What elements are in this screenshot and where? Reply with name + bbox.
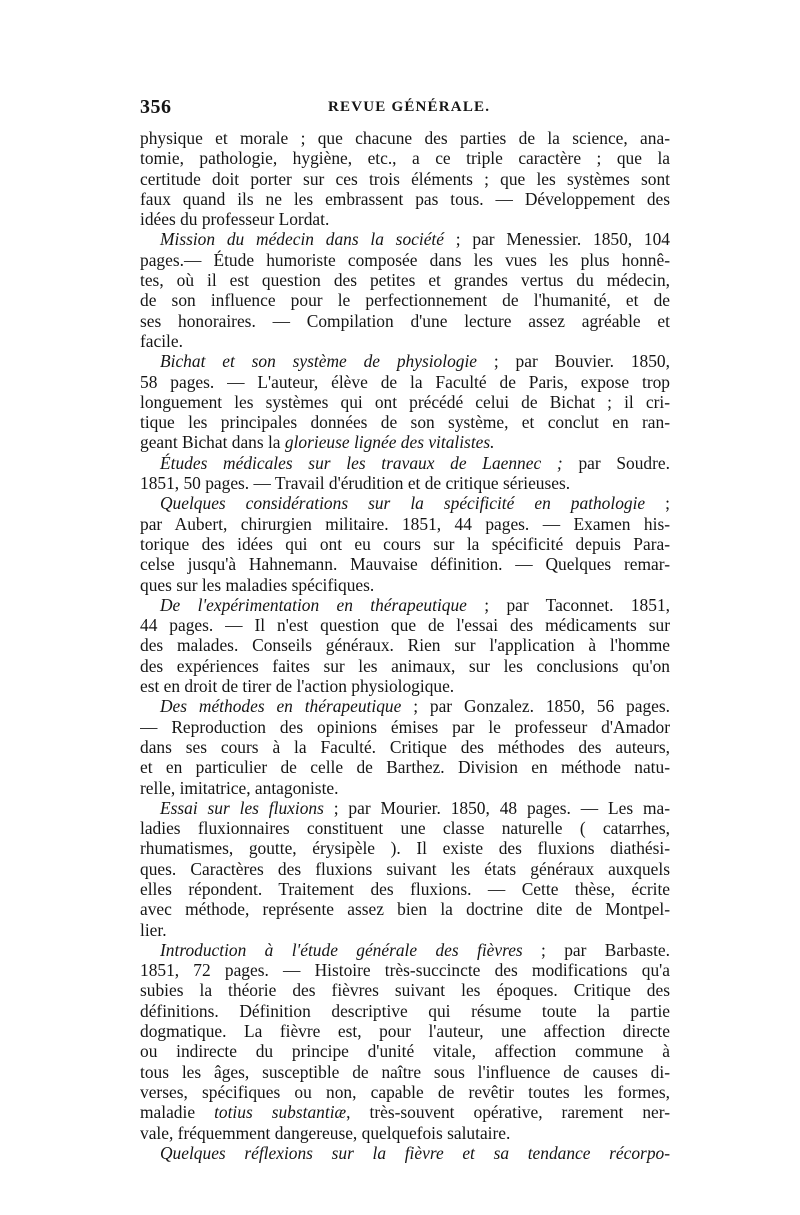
line-text: définitions. Définition descriptive qui résume toute la partie (140, 1000, 670, 1021)
text-line (140, 209, 670, 229)
italic-title-text: Mission du médecin dans la société (160, 229, 444, 250)
text-line (140, 351, 670, 371)
line-text: ses honoraires. — Compilation d'une lecture assez agréable et (140, 310, 670, 331)
italic-title-text: Quelques réflexions sur la fièvre et sa tendance récorpo- (160, 1142, 670, 1163)
line-text: vale, fréquemment dangereuse, quelquefois salutaire. (140, 1122, 511, 1143)
text-line (140, 920, 670, 940)
line-text: ques. Caractères des fluxions suivant les états généraux auxquels (140, 858, 670, 879)
line-text: ; par Menessier. 1850, 104 (443, 229, 670, 250)
text-line (140, 656, 670, 676)
text-line (140, 575, 670, 595)
line-text: physique et morale ; que chacune des parties de la science, ana- (140, 128, 670, 148)
text-line (140, 1102, 670, 1122)
text-line (140, 1143, 670, 1163)
line-text: ; par Taconnet. 1851, (466, 594, 670, 615)
text-line (140, 879, 670, 899)
text-line (140, 493, 670, 513)
line-text: faux quand ils ne les embrassent pas tous. — Développement des (140, 188, 670, 209)
text-line (140, 412, 670, 432)
page-number: 356 (140, 96, 172, 118)
text-line (140, 250, 670, 270)
italic-title-text: Introduction à l'étude générale des fièvres (160, 939, 523, 960)
text-line (140, 473, 670, 493)
text-line (140, 514, 670, 534)
text-line (140, 940, 670, 960)
line-text: tique les principales données de son système, et conclut en ran- (140, 412, 670, 433)
line-text: geant Bichat dans la (140, 432, 285, 453)
line-text: — Reproduction des opinions émises par le professeur d'Amador (140, 716, 670, 737)
line-text: avec méthode, représente assez bien la doctrine dite de Montpel- (140, 899, 670, 920)
text-line (140, 717, 670, 737)
line-text: longuement les systèmes qui ont précédé celui de Bichat ; il cri- (140, 391, 670, 412)
line-text: celse jusqu'à Hahnemann. Mauvaise définition. — Quelques remar- (140, 554, 670, 575)
line-text: rhumatismes, goutte, érysipèle ). Il existe des fluxions diathési- (140, 838, 670, 859)
italic-title-text: Études médicales sur les travaux de Laennec ; (160, 452, 563, 473)
line-text: dogmatique. La fièvre est, pour l'auteur, une affection directe (140, 1021, 670, 1042)
text-line (140, 189, 670, 209)
text-line (140, 1062, 670, 1082)
line-text: par Soudre. (562, 452, 670, 473)
text-line (140, 1001, 670, 1021)
line-text: de son influence pour le perfectionnement de l'humanité, et de (140, 290, 670, 311)
line-text: 1851, 72 pages. — Histoire très-succincte des modifications qu'a (140, 960, 670, 981)
text-line (140, 778, 670, 798)
running-title: REVUE GÉNÉRALE. (328, 99, 491, 115)
text-line (140, 169, 670, 189)
line-text: tomie, pathologie, hygiène, etc., a ce triple caractère ; que la (140, 148, 670, 169)
text-line (140, 696, 670, 716)
text-line (140, 595, 670, 615)
line-text: facile. (140, 330, 183, 351)
line-text: ques sur les maladies spécifiques. (140, 574, 375, 595)
line-text: , très-souvent opérative, rarement ner- (346, 1102, 670, 1123)
text-line (140, 331, 670, 351)
line-text: certitude doit porter sur ces trois éléments ; que les systèmes sont (140, 168, 670, 189)
text-line (140, 635, 670, 655)
text-line (140, 554, 670, 574)
line-text: et en particulier de celle de Barthez. Division en méthode natu- (140, 757, 670, 778)
line-text: elles répondent. Traitement des fluxions. — Cette thèse, écrite (140, 878, 670, 899)
text-line (140, 1021, 670, 1041)
line-text: tous les âges, susceptible de naître sous l'influence de causes di- (140, 1061, 670, 1082)
line-text: lier. (140, 919, 167, 940)
line-text: est en droit de tirer de l'action physiologique. (140, 676, 455, 697)
line-text: maladie (140, 1102, 215, 1123)
italic-title-text: Essai sur les fluxions (160, 797, 324, 818)
text-line (140, 229, 670, 249)
italic-title-text: Des méthodes en thérapeutique (160, 696, 402, 717)
line-text: relle, imitatrice, antagoniste. (140, 777, 339, 798)
italic-title-text: glorieuse lignée des vitalistes. (284, 432, 495, 453)
text-line (140, 757, 670, 777)
line-text: 58 pages. — L'auteur, élève de la Faculté de Paris, expose trop (140, 371, 670, 392)
text-line (140, 980, 670, 1000)
line-text: 1851, 50 pages. — Travail d'érudition et de critique sérieuses. (140, 473, 571, 494)
text-line (140, 148, 670, 168)
text-line (140, 432, 670, 452)
line-text: ; (645, 493, 670, 514)
text-line (140, 676, 670, 696)
line-text: ; par Barbaste. (522, 939, 670, 960)
text-line (140, 615, 670, 635)
text-line (140, 838, 670, 858)
italic-title-text: Bichat et son système de physiologie (160, 351, 478, 372)
text-line (140, 534, 670, 554)
line-text: ; par Gonzalez. 1850, 56 pages. (401, 696, 670, 717)
line-text: par Aubert, chirurgien militaire. 1851, 44 pages. — Examen his- (140, 513, 670, 534)
text-line (140, 372, 670, 392)
text-line (140, 1082, 670, 1102)
italic-title-text: De l'expérimentation en thérapeutique (160, 594, 467, 615)
page-header (140, 96, 670, 126)
text-line (140, 311, 670, 331)
line-text: ; par Bouvier. 1850, (477, 351, 670, 372)
line-text: ; par Mourier. 1850, 48 pages. — Les ma- (323, 797, 670, 818)
line-text: verses, spécifiques ou non, capable de revêtir toutes les formes, (140, 1081, 670, 1102)
line-text: 44 pages. — Il n'est question que de l'essai des médicaments sur (140, 615, 670, 636)
text-line (140, 290, 670, 310)
line-text: dans ses cours à la Faculté. Critique des méthodes des auteurs, (140, 736, 670, 757)
line-text: ladies fluxionnaires constituent une classe naturelle ( catarrhes, (140, 818, 670, 839)
line-text: des malades. Conseils généraux. Rien sur l'application à l'homme (140, 635, 670, 656)
line-text: pages.— Étude humoriste composée dans les vues les plus honnê- (140, 249, 670, 270)
italic-title-text: totius substantiæ (214, 1102, 347, 1123)
line-text: subies la théorie des fièvres suivant les époques. Critique des (140, 980, 670, 1001)
body-text (140, 128, 670, 1163)
text-line (140, 818, 670, 838)
line-text: ou indirecte du principe d'unité vitale, affection commune à (140, 1041, 670, 1062)
line-text: tes, où il est question des petites et grandes vertus du médecin, (140, 270, 670, 291)
text-line (140, 392, 670, 412)
text-line (140, 453, 670, 473)
text-line (140, 899, 670, 919)
italic-title-text: Quelques considérations sur la spécificité en pathologie (160, 493, 646, 514)
text-line (140, 1123, 670, 1143)
text-line (140, 1041, 670, 1061)
text-line (140, 960, 670, 980)
text-line (140, 798, 670, 818)
text-line (140, 128, 670, 148)
line-text: des expériences faites sur les animaux, sur les conclusions qu'on (140, 655, 670, 676)
line-text: torique des idées qui ont eu cours sur la spécificité depuis Para- (140, 533, 670, 554)
text-line (140, 270, 670, 290)
text-line (140, 859, 670, 879)
text-line (140, 737, 670, 757)
line-text: idées du professeur Lordat. (140, 209, 330, 230)
